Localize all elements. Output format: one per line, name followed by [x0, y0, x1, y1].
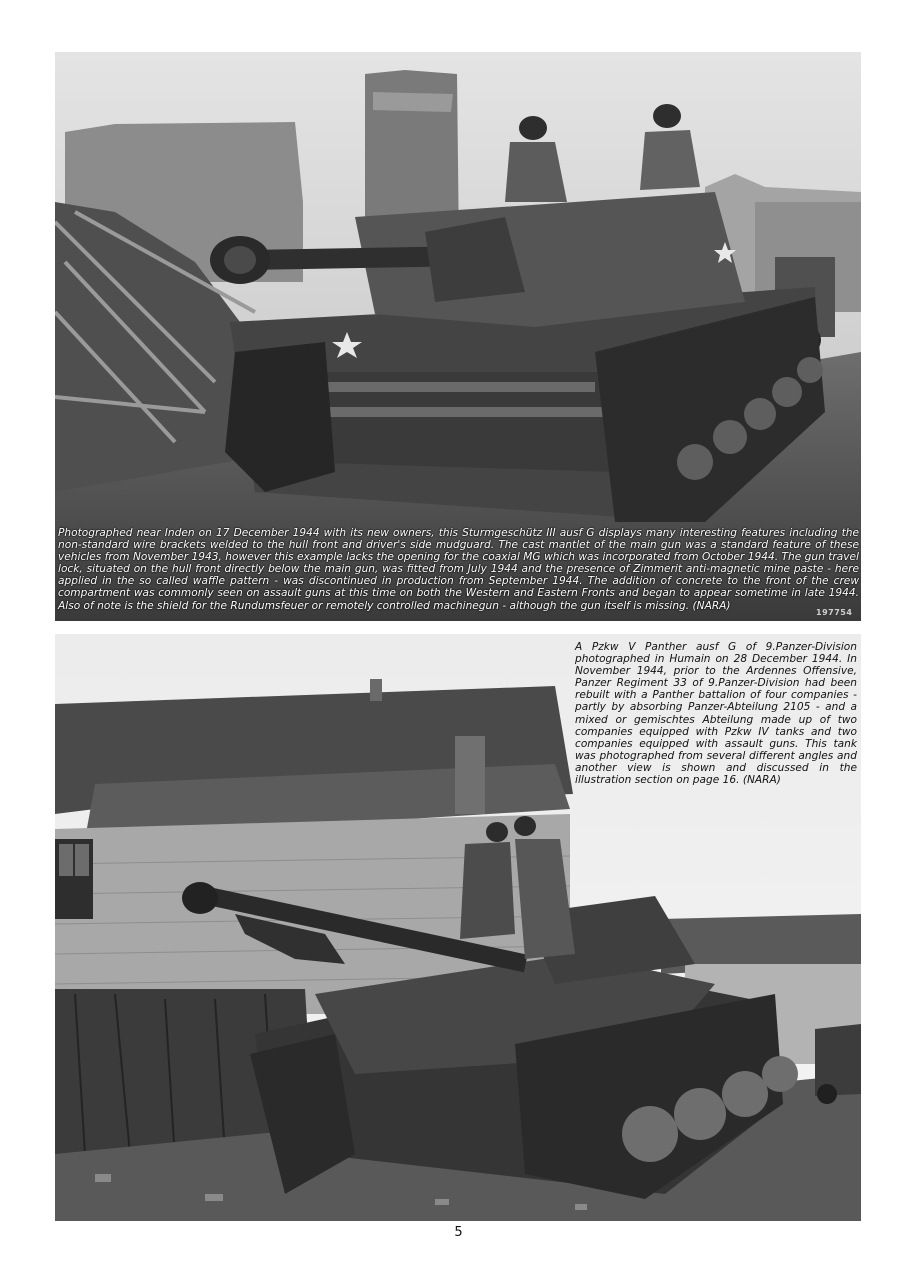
stug-photo-caption: Photographed near Inden on 17 December 1944 with its new owners, this Sturmgeschütz III ausf G displays many interesting features including the non-standard wire brackets welded to the hull front and driver's side mudguard. The cast mantlet of the main gun was a standard feature of these vehicles from November 1943, however this example lacks the opening for the coaxial MG which was incorporated from October 1944. The gun travel lock, situated on the hull front directly below the main gun, was fitted from July 1944 and the presence of Zimmerit anti-magnetic mine paste - here applied in the so called waffle pattern - was discontinued in production from September 1944. The addition of concrete to the front of the crew compartment was commonly seen on assault guns at this time on both the Western and Eastern Fronts and began to appear sometime in late 1944. Also of note is the shield for the Rundumsfeuer or remotely controlled machinegun - although the gun itself is missing. (NARA): [58, 527, 859, 612]
page-number: 5: [454, 1225, 463, 1240]
nara-photo-number: 197754: [816, 608, 853, 617]
panther-photo-caption: A Pzkw V Panther ausf G of 9.Panzer-Division photographed in Humain on 28 December 1944. In November 1944, prior to the Ardennes Offensive, Panzer Regiment 33 of 9.Panzer-Division had been rebuilt with a Panther battalion of four companies - partly by absorbing Panzer-Abteilung 2105 - and a mixed or gemischtes Abteilung made up of two companies equipped with Pzkw IV tanks and two companies equipped with assault guns. This tank was photographed from several different angles and another view is shown and discussed in the illustration section on page 16. (NARA): [575, 641, 857, 787]
